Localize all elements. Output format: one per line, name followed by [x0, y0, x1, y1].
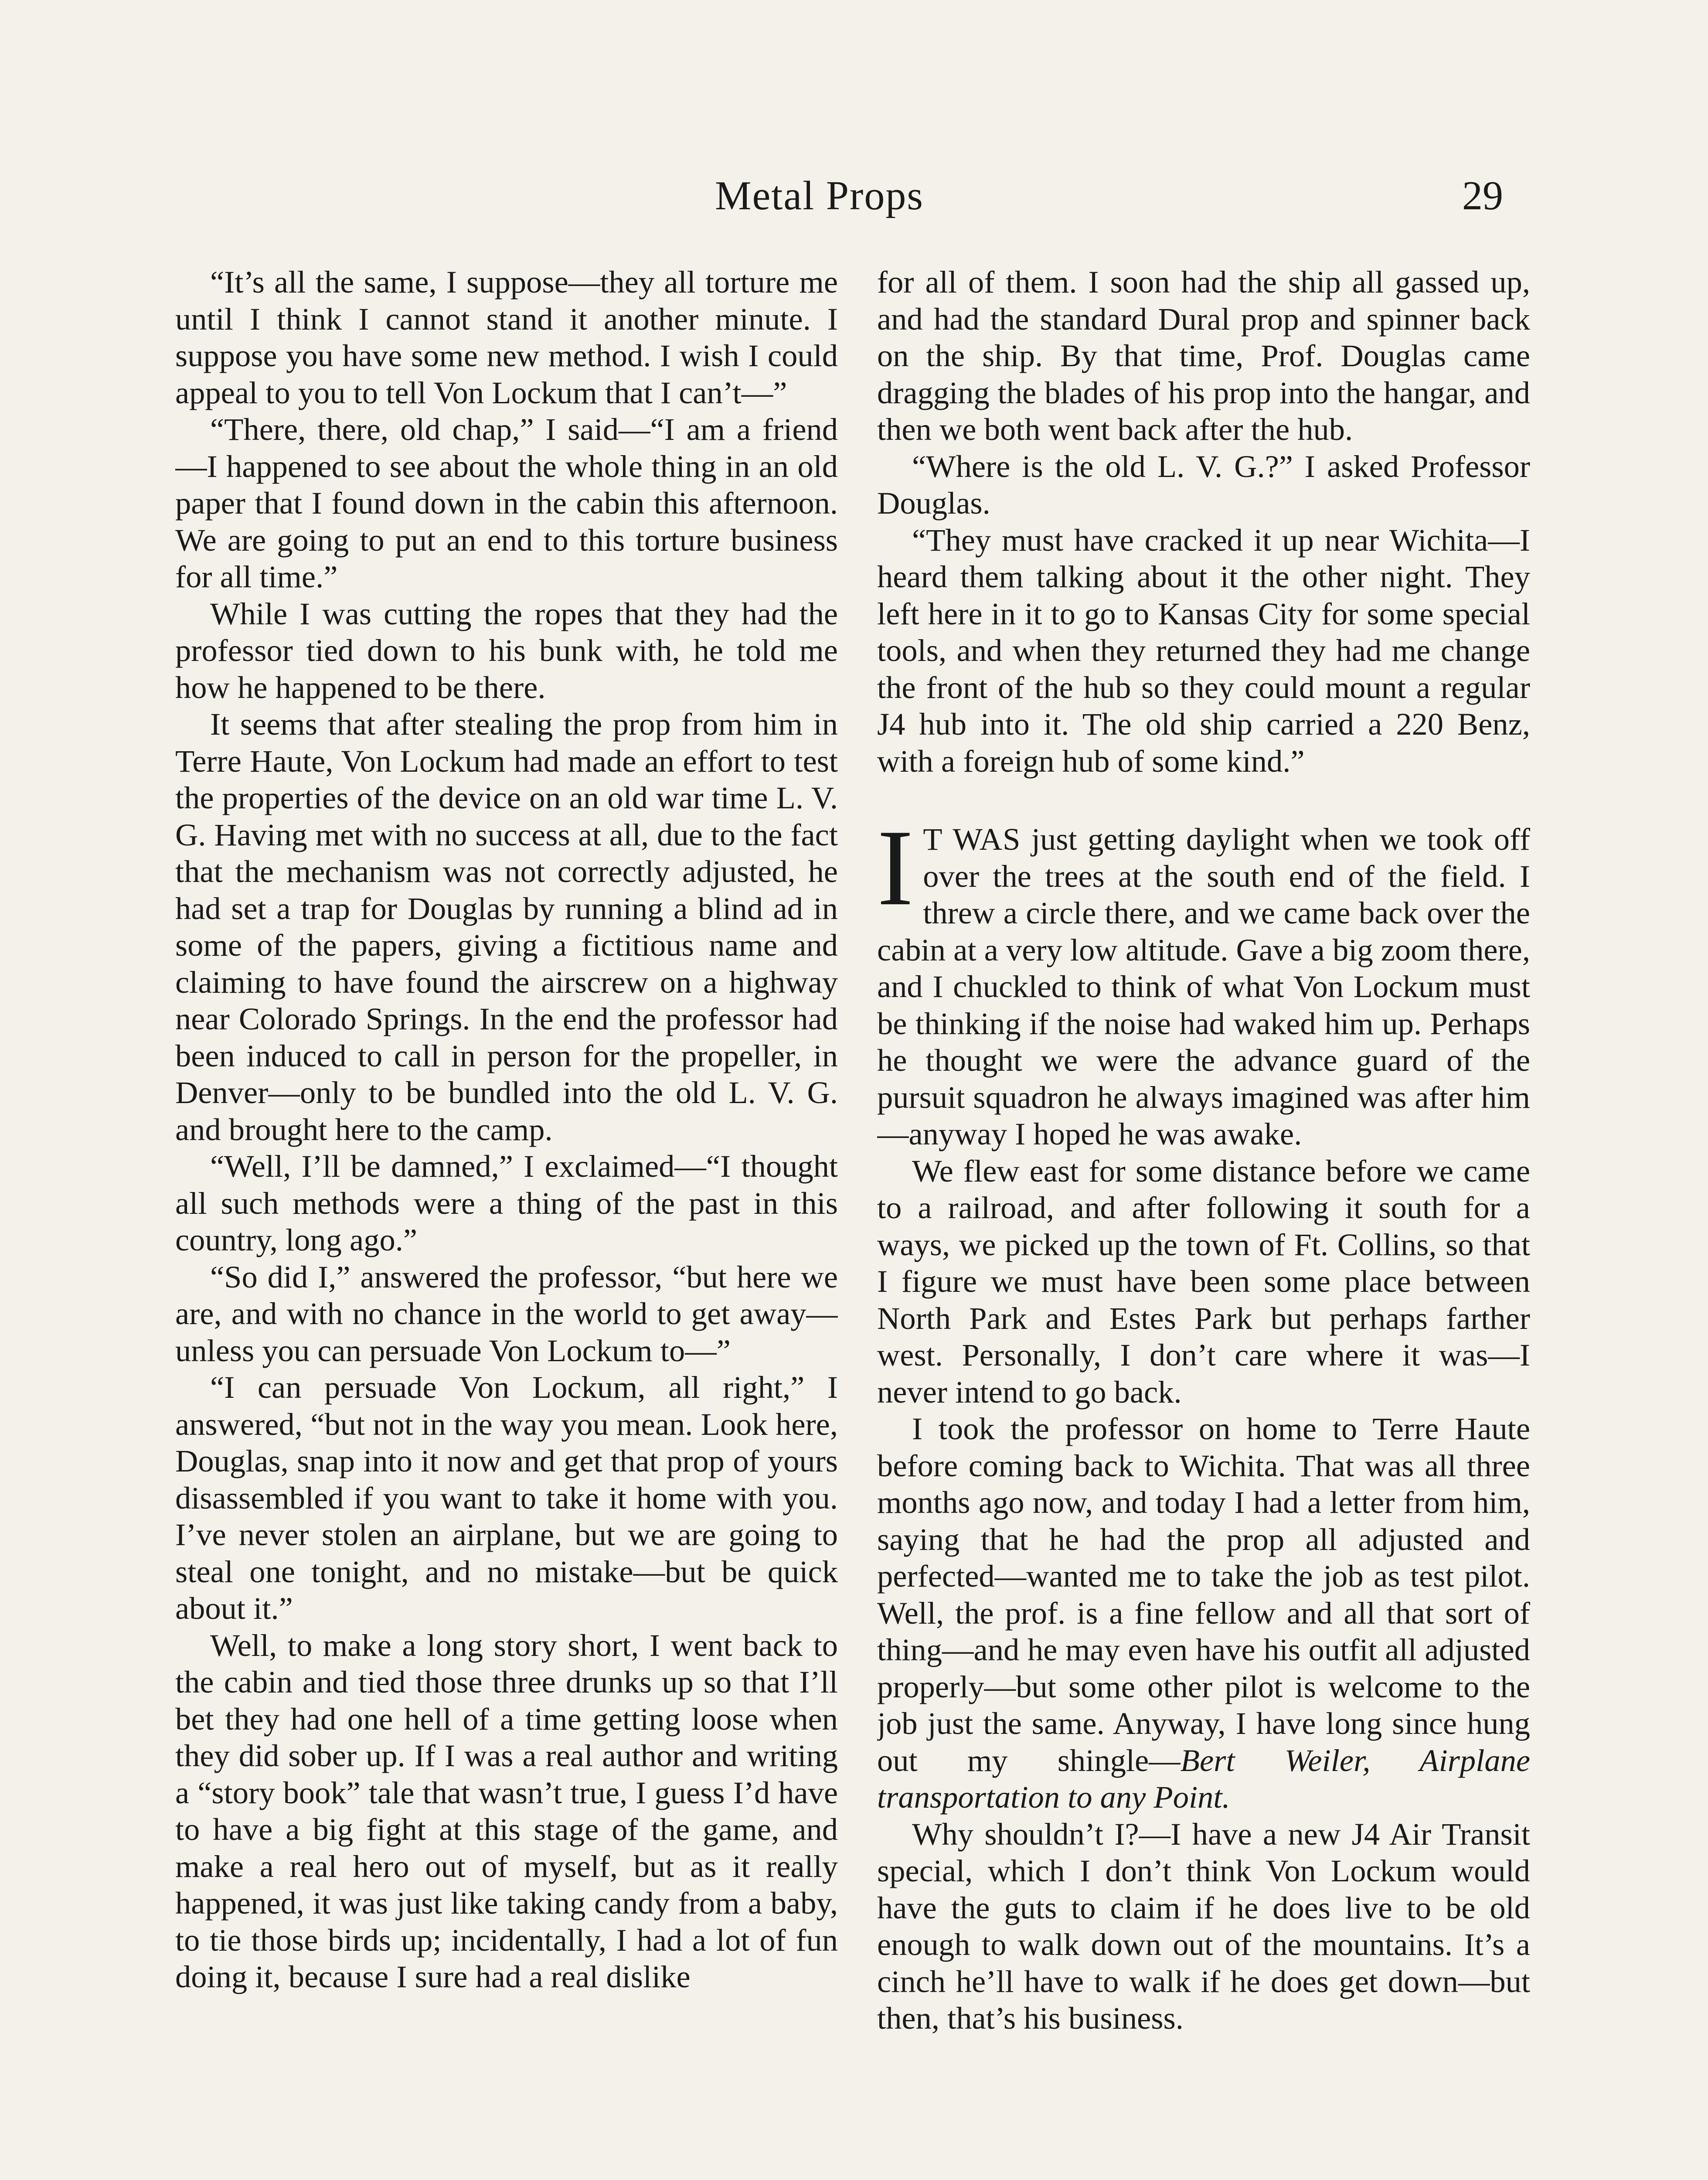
section-opening-text: just getting daylight when we took off over the trees at the south end of the field. I threw a circle there, and we came back over the cabin at a very low altitude. Gave a big zoom there, and I chuckled to think of what Von Lockum must be thinking if the noise had waked him up. Perhaps he thought we were the advance guard of the pursuit squadron he always imagined was after him—anyway I hoped he was awake.	[877, 821, 1530, 1151]
shingle-lead-text: I took the professor on home to Terre Haute before coming back to Wichita. That was all three months ago now, and today I had a letter from him, saying that he had the prop all adjusted and perfected—wanted me to take the job as test pilot. Well, the prof. is a fine fellow and all that sort of thing—and he may even have his outfit all adjusted properly—but some other pilot is welcome to the job just the same. Anyway, I have long since hung out my shingle—	[877, 1411, 1530, 1778]
paragraph: Why shouldn’t I?—I have a new J4 Air Transit special, which I don’t think Von Lockum would have the guts to claim if he does live to be old enough to walk down out of the mountains. It’s a cinch he’ll have to walk if he does get down—but then, that’s his business.	[877, 1816, 1530, 2036]
paragraph: We flew east for some distance before we came to a railroad, and after following it south for a ways, we picked up the town of Ft. Collins, so that I figure we must have been some place between North Park and Estes Park but perhaps farther west. Personally, I don’t care where it was—I never intend to go back.	[877, 1153, 1530, 1410]
shingle-sign-text: Bert Weiler, Airplane transportation to any Point.	[877, 1742, 1530, 1815]
paragraph: “They must have cracked it up near Wichita—I heard them talking about it the other night. They left here in it to go to Kansas City for some special tools, and when they returned they had me change the front of the hub so they could mount a regular J4 hub into it. The old ship carried a 220 Benz, with a foreign hub of some kind.”	[877, 522, 1530, 779]
paragraph: “Well, I’ll be damned,” I exclaimed—“I thought all such methods were a thing of the past in this country, long ago.”	[175, 1148, 838, 1257]
paragraph	[877, 1410, 1530, 1816]
drop-cap: I	[877, 807, 914, 928]
lead-in-caps: T WAS	[923, 821, 1021, 857]
paragraph: Well, to make a long story short, I went back to the cabin and tied those three drunks up so that I’ll bet they had one hell of a time getting loose when they did sober up. If I was a real author and writing a “story book” tale that wasn’t true, I guess I’d have to have a big fight at this stage of the game, and make a real hero out of myself, but as it really happened, it was just like taking candy from a baby, to tie those birds up; incidentally, I had a lot of fun doing it, because I sure had a real dislike	[175, 1627, 838, 1994]
paragraph: It seems that after stealing the prop from him in Terre Haute, Von Lockum had made an effort to test the properties of the device on an old war time L. V. G. Having met with no success at all, due to the fact that the mechanism was not correctly adjusted, he had set a trap for Douglas by running a blind ad in some of the papers, giving a fictitious name and claiming to have found the airscrew on a highway near Colorado Springs. In the end the professor had been induced to call in person for the propeller, in Denver—only to be bundled into the old L. V. G. and brought here to the camp.	[175, 706, 838, 1147]
paragraph: While I was cutting the ropes that they had the professor tied down to his bunk with, he told me how he happened to be there.	[175, 596, 838, 705]
paragraph: “So did I,” answered the professor, “but here we are, and with no chance in the world to get away—unless you can persuade Von Lockum to—”	[175, 1259, 838, 1368]
right-column	[877, 264, 1530, 2180]
section-opening-paragraph	[877, 807, 1530, 1153]
page-number: 29	[1462, 173, 1503, 218]
continued-paragraph: for all of them. I soon had the ship all gassed up, and had the standard Dural prop and spinner back on the ship. By that time, Prof. Douglas came dragging the blades of his prop into the hangar, and then we both went back after the hub.	[877, 264, 1530, 447]
paragraph: “Where is the old L. V. G.?” I asked Professor Douglas.	[877, 448, 1530, 521]
running-head	[0, 172, 1708, 225]
left-column	[175, 264, 838, 2180]
paragraph: “I can persuade Von Lockum, all right,” I answered, “but not in the way you mean. Look here, Douglas, snap into it now and get that prop of yours disassembled if you want to take it home with you. I’ve never stolen an airplane, but we are going to steal one tonight, and no mistake—but be quick about it.”	[175, 1369, 838, 1626]
running-title: Metal Props	[715, 173, 924, 218]
paragraph: “There, there, old chap,” I said—“I am a friend—I happened to see about the whole thing in an old paper that I found down in the cabin this afternoon. We are going to put an end to this torture business for all time.”	[175, 412, 838, 594]
paragraph: “It’s all the same, I suppose—they all torture me until I think I cannot stand it another minute. I suppose you have some new method. I wish I could appeal to you to tell Von Lockum that I can’t—”	[175, 264, 838, 410]
